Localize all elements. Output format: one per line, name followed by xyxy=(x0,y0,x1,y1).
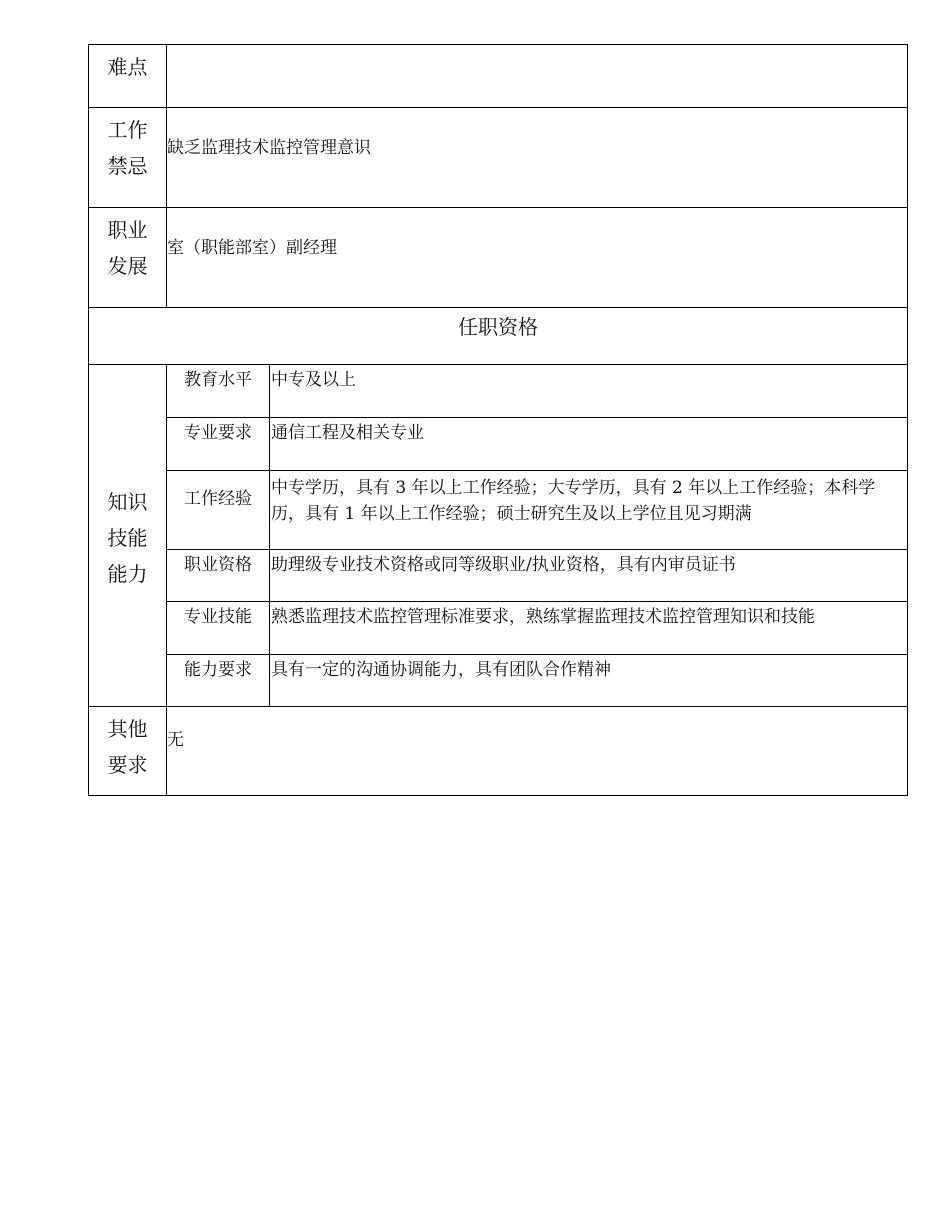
qual-row-experience xyxy=(89,471,908,550)
other-label-line2: 要求 xyxy=(107,753,148,777)
section-title: 任职资格 xyxy=(89,308,908,365)
qual-row-major xyxy=(89,418,908,471)
qual-value-ability: 具有一定的沟通协调能力，具有团队合作精神 xyxy=(270,655,908,707)
difficulty-content xyxy=(167,45,908,108)
qual-row-education xyxy=(89,365,908,418)
qual-row-skills xyxy=(89,602,908,655)
qual-value-major: 通信工程及相关专业 xyxy=(270,418,908,471)
taboo-label xyxy=(89,108,167,208)
other-label-line1: 其他 xyxy=(107,717,148,741)
row-career xyxy=(89,208,908,308)
job-description-table xyxy=(88,44,908,796)
qual-value-skills: 熟悉监理技术监控管理标准要求，熟练掌握监理技术监控管理知识和技能 xyxy=(270,602,908,655)
qual-label-certification: 职业资格 xyxy=(167,550,270,602)
qual-label-ability: 能力要求 xyxy=(167,655,270,707)
qual-group-label xyxy=(89,365,167,707)
row-difficulty xyxy=(89,45,908,108)
qual-label-major: 专业要求 xyxy=(167,418,270,471)
career-label xyxy=(89,208,167,308)
career-label-line1: 职业 xyxy=(107,218,148,242)
row-taboo xyxy=(89,108,908,208)
row-qualifications-title xyxy=(89,308,908,365)
qual-value-education: 中专及以上 xyxy=(270,365,908,418)
qual-value-certification: 助理级专业技术资格或同等级职业/执业资格，具有内审员证书 xyxy=(270,550,908,602)
qual-label-experience: 工作经验 xyxy=(167,471,270,550)
qual-row-ability xyxy=(89,655,908,707)
other-label xyxy=(89,707,167,796)
qual-label-education: 教育水平 xyxy=(167,365,270,418)
row-other xyxy=(89,707,908,796)
taboo-label-line1: 工作 xyxy=(107,118,148,142)
taboo-content: 缺乏监理技术监控管理意识 xyxy=(167,108,908,208)
qual-group-label-line3: 能力 xyxy=(107,561,148,586)
qual-label-skills: 专业技能 xyxy=(167,602,270,655)
qual-group-label-line2: 技能 xyxy=(107,525,148,550)
career-content: 室（职能部室）副经理 xyxy=(167,208,908,308)
other-content: 无 xyxy=(167,707,908,796)
taboo-label-line2: 禁忌 xyxy=(107,154,148,178)
qual-group-label-line1: 知识 xyxy=(107,489,148,514)
career-label-line2: 发展 xyxy=(107,254,148,278)
qual-value-experience: 中专学历，具有 3 年以上工作经验；大专学历，具有 2 年以上工作经验；本科学历，具有 1 年以上工作经验；硕士研究生及以上学位且见习期满 xyxy=(270,471,908,550)
difficulty-label: 难点 xyxy=(89,45,167,108)
qual-row-certification xyxy=(89,550,908,602)
